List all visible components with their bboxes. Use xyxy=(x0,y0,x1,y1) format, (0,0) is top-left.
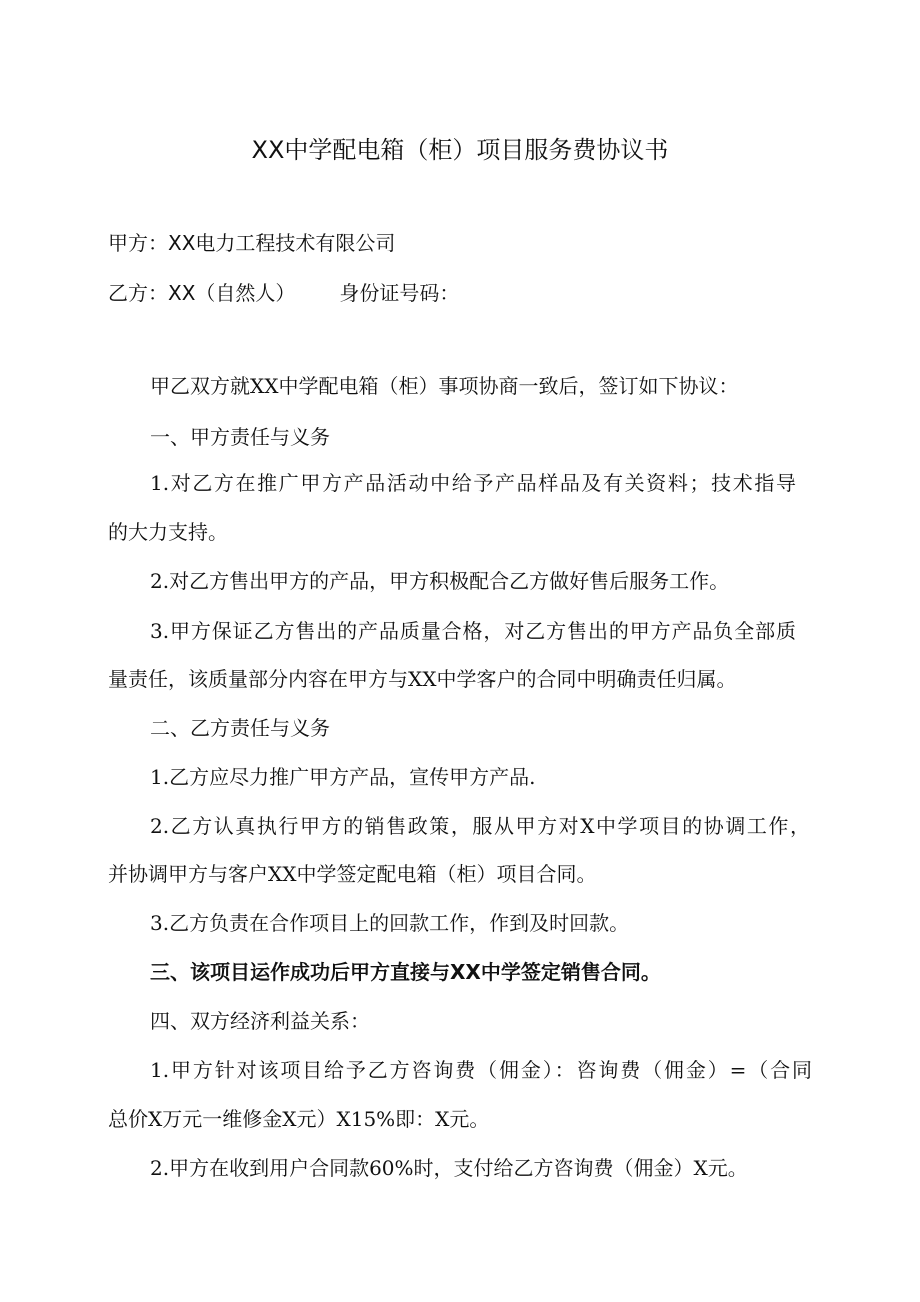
section-1-item-3-line-2: 量责任，该质量部分内容在甲方与XX中学客户的合同中明确责任归属。 xyxy=(108,667,737,691)
party-b-row xyxy=(108,278,459,308)
section-1-item-1-line-2: 的大力支持。 xyxy=(108,520,228,544)
section-2-heading: 二、乙方责任与义务 xyxy=(150,716,330,740)
section-4-item-1-line-1: 1.甲方针对该项目给予乙方咨询费（佣金）：咨询费（佣金）=（合同 xyxy=(150,1058,812,1082)
party-a: 甲方：XX电力工程技术有限公司 xyxy=(108,231,396,255)
intro-paragraph: 甲乙双方就XX中学配电箱（柜）事项协商一致后，签订如下协议： xyxy=(150,374,739,398)
section-2-item-1: 1.乙方应尽力推广甲方产品，宣传甲方产品. xyxy=(150,765,536,789)
section-1-item-2: 2.对乙方售出甲方的产品，甲方积极配合乙方做好售后服务工作。 xyxy=(150,569,730,593)
document-title: XX中学配电箱（柜）项目服务费协议书 xyxy=(251,136,669,164)
section-4-item-2: 2.甲方在收到用户合同款60%时，支付给乙方咨询费（佣金）X元。 xyxy=(150,1156,748,1180)
party-b-id-label: 身份证号码： xyxy=(339,281,460,305)
section-2-item-2-line-1: 2.乙方认真执行甲方的销售政策，服从甲方对X中学项目的协调工作， xyxy=(150,814,810,838)
section-1-heading: 一、甲方责任与义务 xyxy=(150,425,330,449)
section-1-item-1-line-1: 1.对乙方在推广甲方产品活动中给予产品样品及有关资料；技术指导 xyxy=(150,471,796,495)
section-3-heading: 三、该项目运作成功后甲方直接与XX中学签定销售合同。 xyxy=(150,960,661,984)
section-4-heading: 四、双方经济利益关系： xyxy=(150,1009,370,1033)
section-2-item-3: 3.乙方负责在合作项目上的回款工作，作到及时回款。 xyxy=(150,911,630,935)
section-4-item-1-line-2: 总价X万元一维修金X元）X15%即：X元。 xyxy=(108,1107,490,1131)
section-2-item-2-line-2: 并协调甲方与客户XX中学签定配电箱（柜）项目合同。 xyxy=(108,862,597,886)
section-1-item-3-line-1: 3.甲方保证乙方售出的产品质量合格，对乙方售出的甲方产品负全部质 xyxy=(150,619,796,643)
party-b: 乙方：XX（自然人） xyxy=(108,281,296,305)
